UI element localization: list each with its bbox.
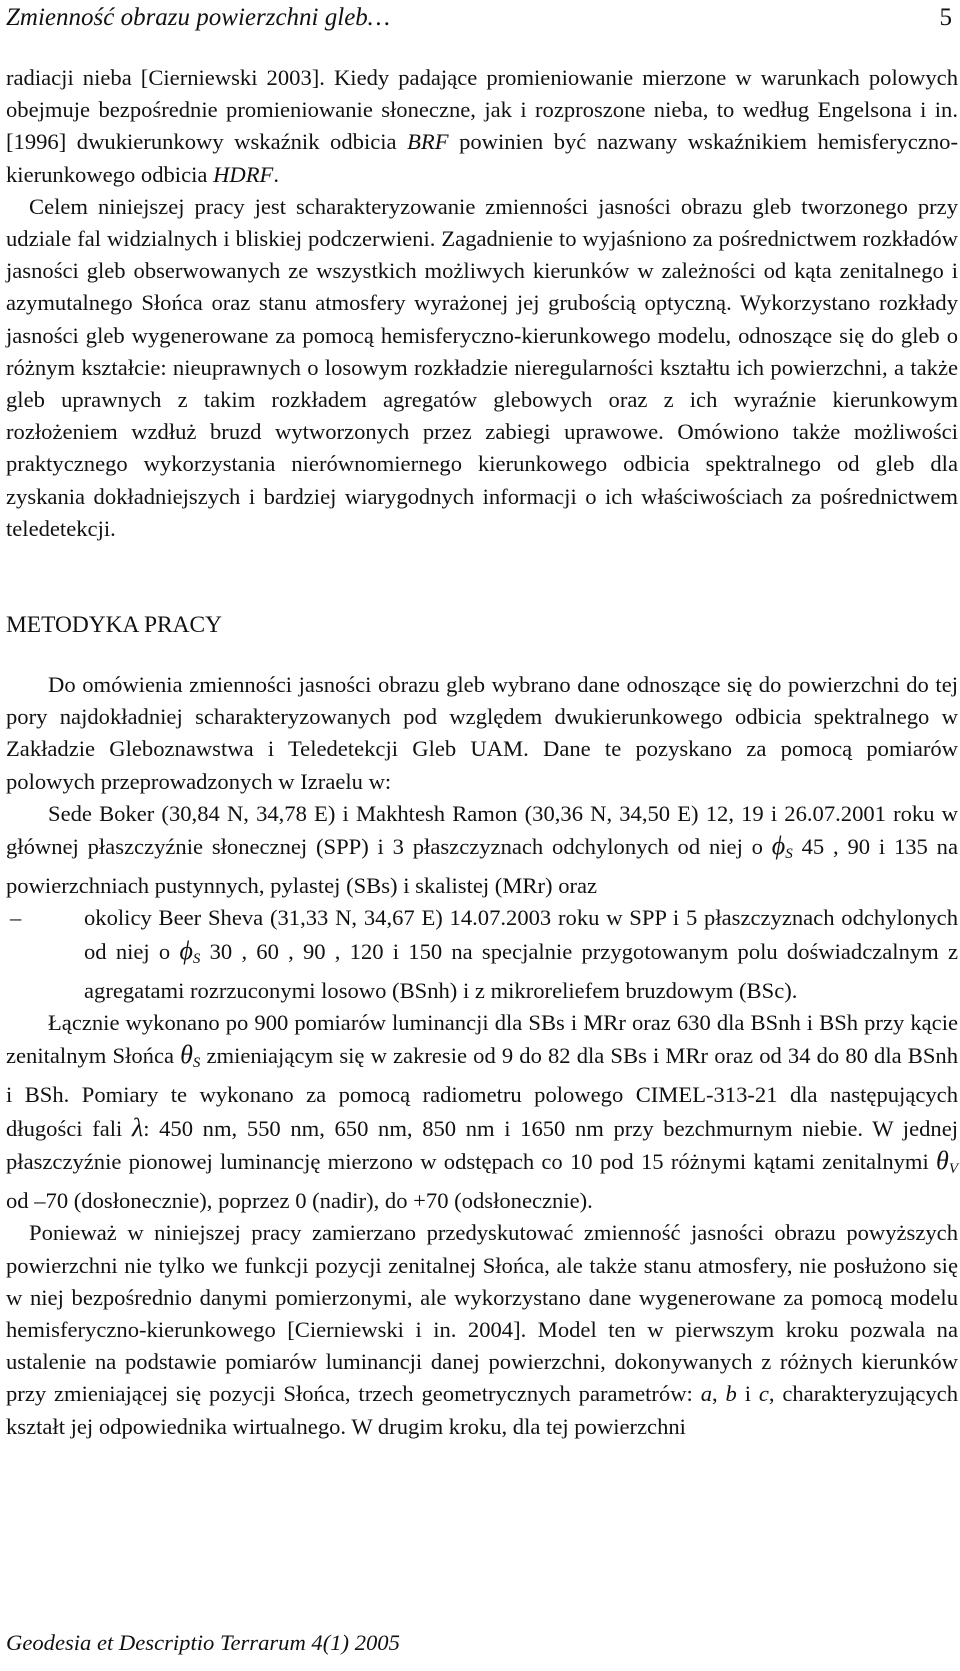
paragraph-text: Łącznie wykonano po 900 pomiarów luminancji dla SBs i MRr oraz 630 dla BSnh i BSh przy kącie zenitalnym Słońca: [6, 1010, 958, 1069]
lambda-symbol: λ: [131, 1112, 144, 1142]
parameter-b: b: [725, 1381, 737, 1407]
section-heading: METODYKA PRACY: [6, 612, 222, 639]
paragraph-text: i: [736, 1381, 759, 1407]
paragraph-text: Sede Boker (30,84 N, 34,78 E) i Makhtesh Ramon (30,36 N, 34,50 E) 12, 19 i 26.07.2001 roku w głównej płaszczyźnie słonecznej (SPP) i 3 płaszczyznach odchylonych od niej o: [6, 800, 958, 860]
paragraph-text: okolicy Beer Sheva (31,33 N, 34,67 E) 14.07.2003 roku w SPP i 5 płaszczyznach odchylonych od niej o: [84, 905, 958, 964]
article-body: [6, 62, 958, 1443]
paragraph-text: 30 , 60 , 90 , 120 i 150 na specjalnie przygotowanym polu doświadczalnym z agregatami rozrzuconymi losowo (BSnh) i z mikroreliefem bruzdowym (BSc).: [84, 938, 958, 1003]
paragraph-text: Ponieważ w niniejszej pracy zamierzano przedyskutować zmienność jasności obrazu powyższych powierzchni nie tylko we funkcji pozycji zenitalnej Słońca, ale także stanu atmosfery, nie posłużono się w niej bezpośrednio danymi pomierzonymi, ale wykorzystano dane wygenerowane za pomocą modelu hemisferyczno-kierunkowego [Cierniewski i in. 2004]. Model ten w pierwszym kroku pozwala na ustalenie na podstawie pomiarów luminancji danej powierzchni, dokonywanych z różnych kierunków przy zmieniającej się pozycji Słońca, trzech geometrycznych parametrów:: [6, 1220, 958, 1407]
parameter-a: a: [700, 1381, 712, 1407]
parameter-c: c: [758, 1381, 769, 1407]
paragraph-aim: Celem niniejszej pracy jest scharakteryzowanie zmienności jasności obrazu gleb tworzonego przy udziale fal widzialnych i bliskiej podczerwieni. Zagadnienie to wyjaśniono za pośrednictwem rozkładów jasności gleb obserwowanych ze wszystkich możliwych kierunków w zależności od kąta zenitalnego i azymutalnego Słońca oraz stanu atmosfery wyrażonej jej grubością optyczną. Wykorzystano rozkłady jasności gleb wygenerowane za pomocą hemisferyczno-kierunkowego modelu, odnoszące się do gleb o różnym kształcie: nieuprawnych o losowym rozkładzie nieregularności kształtu ich powierzchni, a także gleb uprawnych z takim rozkładem agregatów glebowych oraz z ich wyraźnie kierunkowym rozłożeniem wzdłuż bruzd wytworzonych przez zabiegi uprawowe. Omówiono także możliwości praktycznego wykorzystania nierównomiernego kierunkowego odbicia spektralnego od gleb dla zyskania dokładniejszych i bardziej wiarygodnych informacji o ich właściwościach za pośrednictwem teledetekcji.: [6, 193, 958, 541]
running-header: [6, 0, 952, 36]
journal-footer: Geodesia et Descriptio Terrarum 4(1) 2005: [6, 1630, 400, 1655]
paragraph-text: radiacji nieba [Cierniewski 2003]. Kiedy padające promieniowanie mierzone w warunkach polowych obejmuje bezpośrednie promieniowanie słoneczne, jak i rozproszone nieba, to według Engelsona i in. [1996] dwukierunkowy wskaźnik odbicia: [6, 65, 958, 155]
paragraph-text: od –70 (dosłonecznie), poprzez 0 (nadir), do +70 (odsłonecznie).: [6, 1188, 593, 1214]
theta-subscript: V: [948, 1160, 958, 1177]
page-number: 5: [939, 4, 952, 31]
list-item-beer-sheva: [6, 902, 958, 1007]
term-brf: BRF: [407, 129, 449, 155]
phi-subscript: S: [785, 846, 793, 863]
theta-symbol: θ: [180, 1040, 193, 1070]
phi-symbol: ϕ: [179, 935, 193, 965]
paragraph-method-intro: Do omówienia zmienności jasności obrazu gleb wybrano dane odnoszące się do powierzchni do tej pory najdokładniej scharakteryzowanych pod względem dwukierunkowego odbicia spektralnego w Zakładzie Gleboznawstwa i Teledetekcji Gleb UAM. Dane te pozyskano za pomocą pomiarów polowych przeprowadzonych w Izraelu w:: [6, 672, 958, 794]
paragraph-text: .: [273, 161, 279, 187]
list-dash: –: [10, 905, 22, 931]
paragraph-text: 45 , 90 i 135 na powierzchniach pustynnych, pylastej (SBs) i skalistej (MRr) oraz: [6, 834, 958, 899]
paragraph-text: : 450 nm, 550 nm, 650 nm, 850 nm i 1650 nm przy bezchmurnym niebie. W jednej płaszczyźnie pionowej luminancję mierzono w odstępach co 10 pod 15 różnymi kątami zenitalnymi: [6, 1115, 958, 1174]
paragraph-text: zmieniającym się w zakresie od 9 do 82 dla SBs i MRr oraz od 34 do 80 dla BSnh i BSh. Pomiary te wykonano za pomocą radiometru polowego CIMEL-313-21 dla następujących długości fali: [6, 1043, 959, 1141]
running-title: Zmienność obrazu powierzchni gleb…: [6, 4, 391, 31]
theta-symbol: θ: [936, 1145, 949, 1175]
paragraph-text: powinien być nazwany wskaźnikiem hemisferyczno-kierunkowego odbicia: [6, 129, 958, 187]
phi-symbol: ϕ: [771, 831, 786, 861]
paragraph-model: [6, 1217, 958, 1442]
paragraph-text: ,: [711, 1381, 726, 1407]
theta-subscript: S: [192, 1055, 201, 1072]
paragraph-text: , charakteryzujących kształt jej odpowiednika wirtualnego. W drugim kroku, dla tej powierzchni: [6, 1381, 959, 1439]
phi-subscript: S: [192, 950, 201, 967]
paragraph-intro-continuation: [6, 62, 958, 191]
paragraph-sede-boker: [6, 798, 958, 903]
paragraph-measurements: [6, 1007, 958, 1217]
term-hdrf: HDRF: [213, 161, 274, 187]
